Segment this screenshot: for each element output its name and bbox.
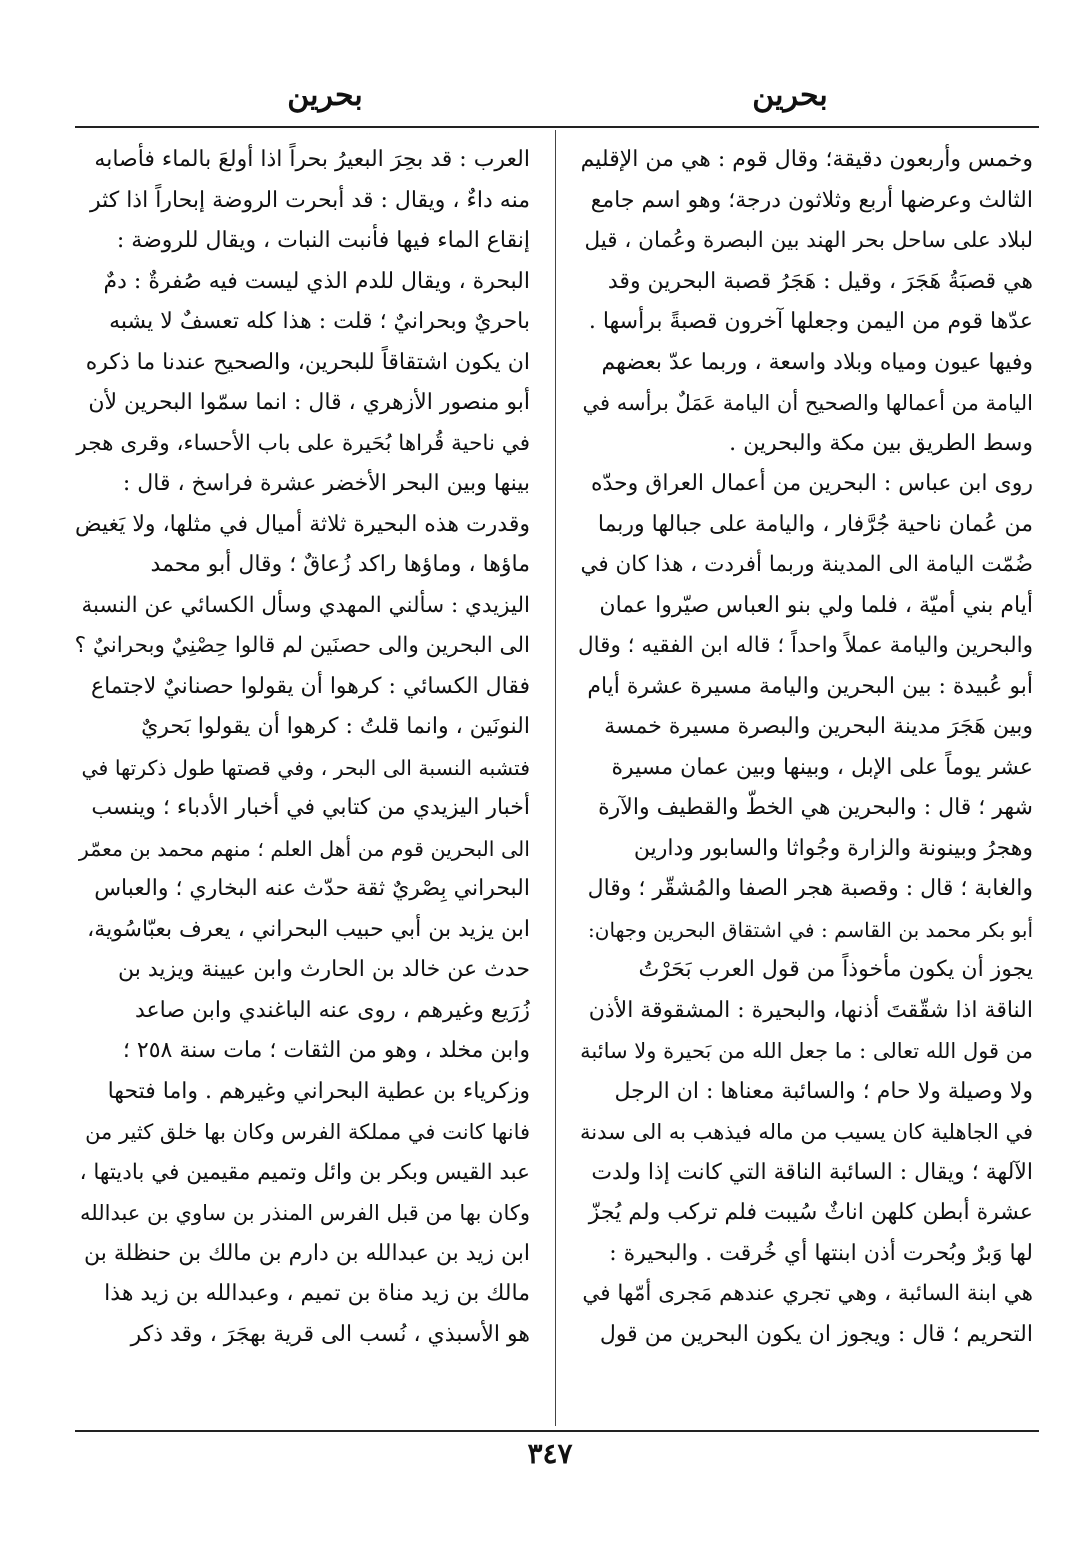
text-line: في ناحية قُراها بُحَيرة على باب الأحساء، وقرى هجر bbox=[76, 430, 530, 456]
text-line: وبين هَجَرَ مدينة البحرين والبصرة مسيرة خمسة bbox=[604, 714, 1033, 739]
text-line: والغابة ؛ قال : وقصبة هجر الصفا والمُشقّر ؛ وقال bbox=[587, 876, 1033, 901]
text-line: هو الأسبذي ، نُسب الى قرية بهجَرَ ، وقد ذكر bbox=[130, 1321, 530, 1347]
text-line: من عُمان ناحية جُرَّفار ، واليامة على جبالها وربما bbox=[597, 511, 1033, 537]
column-separator bbox=[555, 130, 556, 1426]
text-line: وفيها عيون ومياه وبلاد واسعة ، وربما عدّ بعضهم bbox=[601, 349, 1033, 375]
text-line: إنقاع الماء فيها فأنبت النبات ، ويقال للروضة : bbox=[116, 228, 530, 253]
text-line: وزكرياء بن عطية البحراني وغيرهم . واما فتحها bbox=[107, 1078, 530, 1104]
text-line: ان يكون اشتقاقاً للبحرين، والصحيح عندنا ما ذكره bbox=[85, 349, 530, 375]
text-line: البحراني بِصْريٌ ثقة حدّث عنه البخاري ؛ والعباس bbox=[94, 876, 530, 901]
text-line: وابن مخلد ، وهو من الثقات ؛ مات سنة ٢٥٨ ؛ bbox=[122, 1038, 530, 1063]
text-line: عشر يوماً على الإبل ، وبينها وبين عمان مسيرة bbox=[611, 754, 1033, 780]
running-header-right: بحرين bbox=[752, 78, 828, 113]
text-line: أيام بني أميّة ، فلما ولي بنو العباس صيّروا عمان bbox=[599, 592, 1033, 618]
text-line: عدّها قوم من اليمن وجعلها آخرون قصبةً برأسها . bbox=[588, 309, 1033, 334]
text-line: وهجرُ وبينونة والزارة وجُواثا والسابور ودارين bbox=[633, 835, 1033, 861]
text-line: من قول الله تعالى : ما جعل الله من بَحيرة ولا سائبة bbox=[580, 1039, 1033, 1063]
text-line: بينها وبين البحر الأخضر عشرة فراسخ ، قال : bbox=[122, 471, 530, 496]
text-line: زُرَيع وغيرهم ، روى عنه الباغندي وابن صاعد bbox=[134, 997, 530, 1023]
text-column-right bbox=[578, 140, 1033, 1420]
text-line: ضُمّت اليامة الى المدينة وربما أفردت ، هذا كان في bbox=[580, 552, 1033, 577]
text-line: روى ابن عباس : البحرين من أعمال العراق وحدّه bbox=[590, 471, 1033, 496]
text-line: الآلهة ؛ ويقال : السائبة الناقة التي كانت إذا ولدت bbox=[591, 1159, 1033, 1185]
text-line: اليامة من أعمالها والصحيح أن اليامة عَمَلٌ برأسه في bbox=[582, 391, 1033, 415]
page-number: ٣٤٧ bbox=[527, 1437, 573, 1470]
text-line: حدث عن خالد بن الحارث وابن عيينة ويزيد بن bbox=[117, 957, 530, 982]
text-line: لبلاد على ساحل بحر الهند بين البصرة وعُمان ، قيل bbox=[584, 228, 1033, 253]
text-line: البحرة ، ويقال للدم الذي ليست فيه صُفرةٌ : دمٌ bbox=[103, 268, 530, 294]
text-line: لها وَبرٌ وبُحرت أذن ابنتها أي خُرقت . والبحيرة : bbox=[609, 1240, 1033, 1266]
text-line: ماؤها ، وماؤها راكد زُعاقٌ ؛ وقال أبو محمد bbox=[150, 552, 530, 577]
text-line: هي ابنة السائبة ، وهي تجري عندهم مَجرى أمّها في bbox=[582, 1281, 1033, 1306]
text-column-left bbox=[75, 140, 530, 1420]
text-line: مالك بن زيد مناة بن تميم ، وعبدالله بن زيد هذا bbox=[104, 1281, 530, 1306]
running-header-left: بحرين bbox=[287, 78, 363, 113]
text-line: فانها كانت في مملكة الفرس وكان بها خلق كثير من bbox=[85, 1120, 530, 1144]
text-line: النونَين ، وانما قلتُ : كرهوا أن يقولوا بَحريٌ bbox=[141, 714, 530, 739]
text-line: وخمس وأربعون دقيقة؛ وقال قوم : هي من الإقليم bbox=[580, 147, 1033, 172]
text-line: الناقة اذا شقّقتَ أذنها، والبحيرة : المشقوقة الأذن bbox=[588, 997, 1033, 1023]
text-line: اليزيدي : سألني المهدي وسأل الكسائي عن النسبة bbox=[81, 592, 530, 618]
text-line: الى البحرين والى حصنَين لم قالوا حِصْنِيٌ وبحرانيٌ ؟ bbox=[75, 633, 530, 658]
text-line: شهر ؛ قال : والبحرين هي الخطّ والقطيف والآرة bbox=[598, 795, 1033, 820]
text-line: أبو منصور الأزهري ، قال : انما سمّوا البحرين لأن bbox=[88, 390, 530, 415]
text-line: في الجاهلية كان يسيب من ماله فيذهب به الى سدنة bbox=[580, 1120, 1033, 1144]
header-rule bbox=[75, 126, 1039, 128]
text-line: يجوز أن يكون مأخوذاً من قول العرب بَحَرْتُ bbox=[638, 957, 1033, 982]
text-line: فقال الكسائي : كرهوا أن يقولوا حصنانيٌ لاجتماع bbox=[90, 673, 530, 699]
text-line: العرب : قد بحِرَ البعيرُ بحراً اذا أولعَ بالماء فأصابه bbox=[94, 147, 530, 172]
text-line: وكان بها من قبل الفرس المنذر بن ساوي بن عبدالله bbox=[80, 1201, 530, 1225]
text-line: والبحرين واليامة عملاً واحداً ؛ قاله ابن الفقيه ؛ وقال bbox=[578, 633, 1033, 658]
text-line: باحريٌ وبحرانيٌ ؛ قلت : هذا كله تعسفٌ لا يشبه bbox=[109, 309, 530, 334]
text-line: هي قصبَةُ هَجَرَ ، وقيل : هَجَرُ قصبة البحرين وقد bbox=[607, 268, 1033, 294]
footer-rule bbox=[75, 1430, 1039, 1432]
text-line: وسط الطريق بين مكة والبحرين . bbox=[729, 430, 1033, 456]
text-line: عبد القيس وبكر بن وائل وتميم مقيمين في باديتها ، bbox=[79, 1159, 530, 1185]
text-line: ولا وصيلة ولا حام ؛ والسائبة معناها : ان الرجل bbox=[614, 1078, 1033, 1104]
text-line: وقدرت هذه البحيرة ثلاثة أميال في مثلها، ولا يَغيض bbox=[75, 511, 530, 537]
text-line: ابن يزيد بن أبي حبيب البحراني ، يعرف بعبّاسُوية، bbox=[87, 916, 530, 942]
text-line: ابن زيد بن عبدالله بن دارم بن مالك بن حنظلة بن bbox=[83, 1240, 530, 1266]
text-line: أخبار اليزيدي من كتابي في أخبار الأدباء ؛ وينسب bbox=[91, 795, 530, 820]
text-line: عشرة أبطن كلهن اناثٌ سُيبت فلم تركب ولم يُجزّ bbox=[588, 1200, 1033, 1225]
text-line: التحريم ؛ قال : ويجوز ان يكون البحرين من قول bbox=[599, 1321, 1033, 1347]
text-line: أبو بكر محمد بن القاسم : في اشتقاق البحرين وجهان: bbox=[588, 917, 1033, 942]
text-line: فتشبه النسبة الى البحر ، وفي قصتها طول ذكرتها في bbox=[81, 755, 530, 780]
text-line: الثالث وعرضها أربع وثلاثون درجة؛ وهو اسم جامع bbox=[590, 187, 1033, 213]
text-line: منه داءٌ ، ويقال : قد أبحرت الروضة إبحاراً اذا كثر bbox=[89, 187, 530, 213]
text-line: أبو عُبيدة : بين البحرين واليامة مسيرة عشرة أيام bbox=[587, 673, 1033, 699]
text-line: الى البحرين قوم من أهل العلم ؛ منهم محمد بن معمّر bbox=[78, 836, 530, 861]
